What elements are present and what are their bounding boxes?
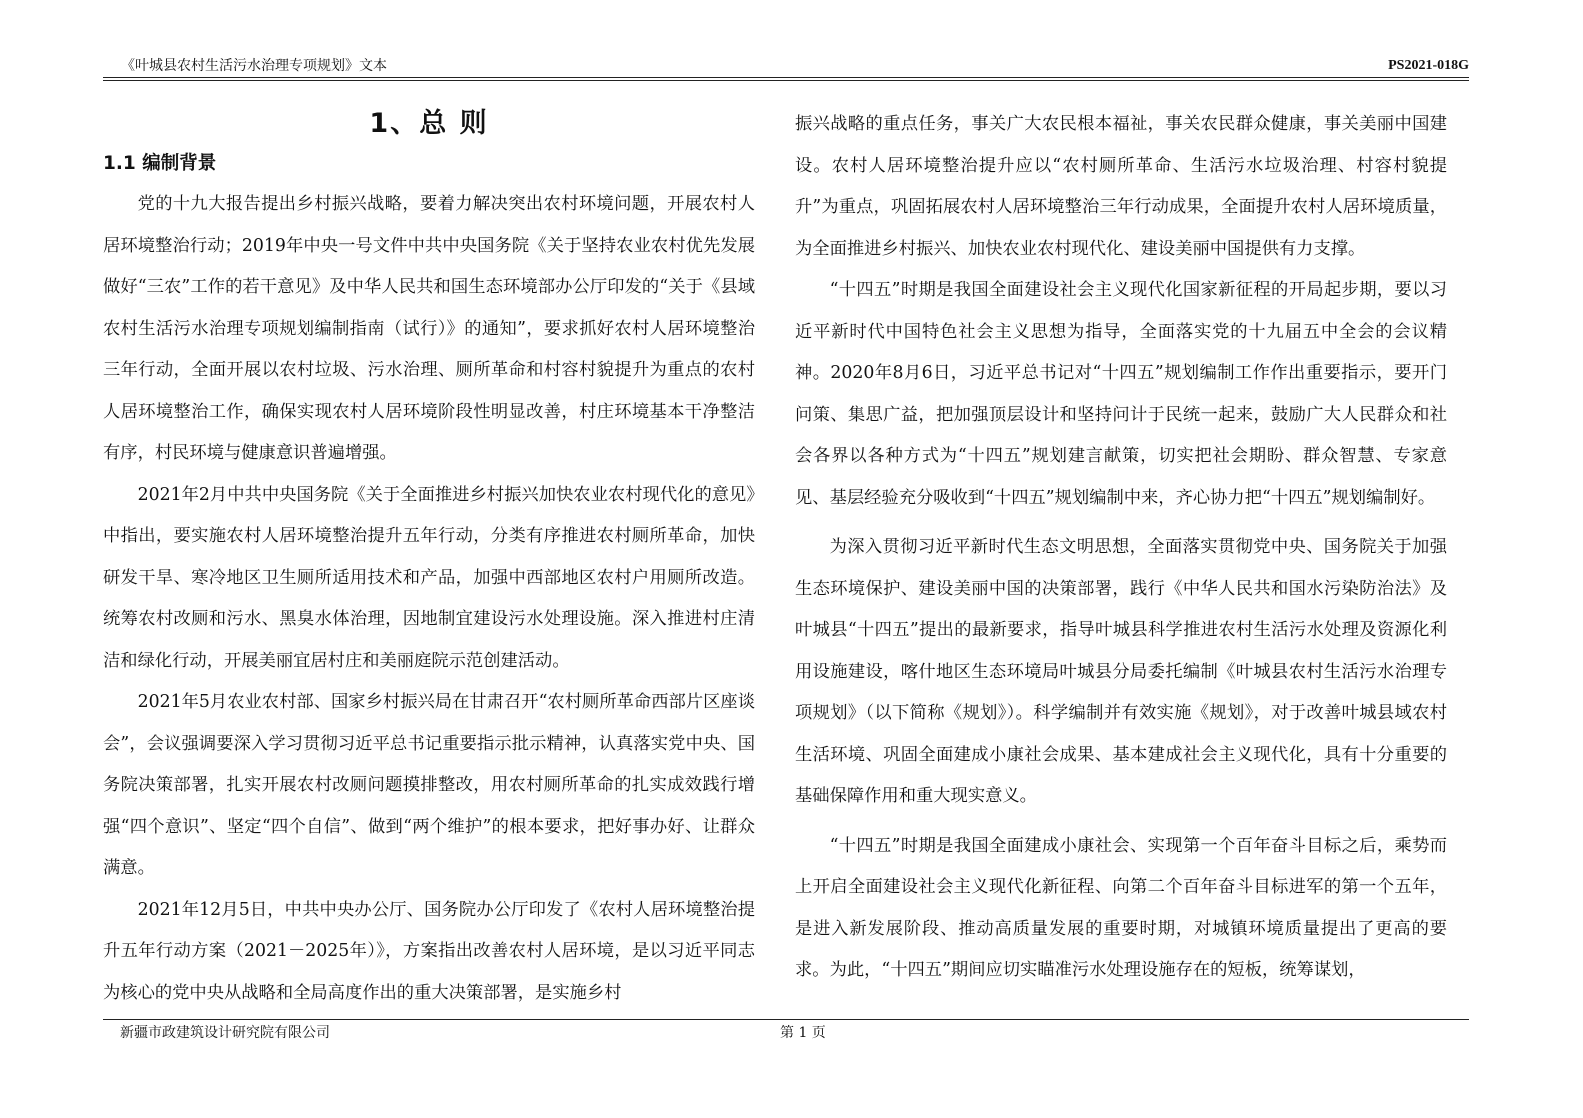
paragraph-continued: 振兴战略的重点任务，事关广大农民根本福祉，事关农民群众健康，事关美丽中国建设。农村人居环境整治提升应以“农村厕所革命、生活污水垃圾治理、村容村貌提升”为重点，巩固拓展农村人居环境整治三年行动成果，全面提升农村人居环境质量，为全面推进乡村振兴、加快农业农村现代化、建设美丽中国提供有力支撑。: [795, 114, 1447, 259]
page-number: 第 1 页: [780, 1025, 826, 1041]
header-rule-thin: [103, 80, 1469, 81]
left-column: [103, 104, 755, 1014]
paragraph: “十四五”时期是我国全面建设社会主义现代化国家新征程的开局起步期，要以习近平新时代中国特色社会主义思想为指导，全面落实党的十九届五中全会的会议精神。2020年8月6日，习近平总书记对“十四五”规划编制工作作出重要指示，要开门问策、集思广益，把加强顶层设计和坚持问计于民统一起来，鼓励广大人民群众和社会各界以各种方式为“十四五”规划建言献策，切实把社会期盼、群众智慧、专家意见、基层经验充分吸收到“十四五”规划编制中来，齐心协力把“十四五”规划编制好。: [795, 280, 1447, 508]
document-title: 《叶城县农村生活污水治理专项规划》文本: [121, 58, 387, 74]
right-column: [795, 104, 1447, 992]
paragraph: 2021年12月5日，中共中央办公厅、国务院办公厅印发了《农村人居环境整治提升五年行动方案（2021－2025年）》，方案指出改善农村人居环境，是以习近平同志为核心的党中央从战略和全局高度作出的重大决策部署，是实施乡村: [103, 899, 755, 1003]
header-rule: [103, 77, 1469, 78]
paragraph: 2021年5月农业农村部、国家乡村振兴局在甘肃召开“农村厕所革命西部片区座谈会”，会议强调要深入学习贯彻习近平总书记重要指示批示精神，认真落实党中央、国务院决策部署，扎实开展农村改厕问题摸排整改，用农村厕所革命的扎实成效践行增强“四个意识”、坚定“四个自信”、做到“两个维护”的根本要求，把好事办好、让群众满意。: [103, 692, 755, 878]
page-header: [103, 56, 1469, 76]
paragraph-gap: [795, 519, 1447, 527]
paragraph-gap: [795, 818, 1447, 826]
paragraph: 2021年2月中共中央国务院《关于全面推进乡村振兴加快农业农村现代化的意见》中指出，要实施农村人居环境整治提升五年行动，分类有序推进农村厕所革命，加快研发干旱、寒冷地区卫生厕所适用技术和产品，加强中西部地区农村户用厕所改造。统筹农村改厕和污水、黑臭水体治理，因地制宜建设污水处理设施。深入推进村庄清洁和绿化行动，开展美丽宜居村庄和美丽庭院示范创建活动。: [103, 484, 755, 671]
footer-rule: [103, 1019, 1469, 1020]
paragraph: “十四五”时期是我国全面建成小康社会、实现第一个百年奋斗目标之后，乘势而上开启全面建设社会主义现代化新征程、向第二个百年奋斗目标进军的第一个五年，是进入新发展阶段、推动高质量发展的重要时期，对城镇环境质量提出了更高的要求。为此，“十四五”期间应切实瞄准污水处理设施存在的短板，统筹谋划，: [795, 835, 1447, 980]
document-code: PS2021-018G: [1388, 58, 1469, 73]
organization-name: 新疆市政建筑设计研究院有限公司: [120, 1025, 330, 1041]
paragraph: 为深入贯彻习近平新时代生态文明思想，全面落实贯彻党中央、国务院关于加强生态环境保护、建设美丽中国的决策部署，践行《中华人民共和国水污染防治法》及叶城县“十四五”提出的最新要求，指导叶城县科学推进农村生活污水处理及资源化利用设施建设，喀什地区生态环境局叶城县分局委托编制《叶城县农村生活污水治理专项规划》（以下简称《规划》）。科学编制并有效实施《规划》，对于改善叶城县域农村生活环境、巩固全面建成小康社会成果、基本建成社会主义现代化，具有十分重要的基础保障作用和重大现实意义。: [795, 537, 1447, 806]
subsection-title: 1.1 编制背景: [103, 153, 217, 174]
section-title: 1、总 则: [369, 108, 489, 139]
page-footer: [120, 1023, 1469, 1043]
paragraph: 党的十九大报告提出乡村振兴战略，要着力解决突出农村环境问题，开展农村人居环境整治行动；2019年中央一号文件中共中央国务院《关于坚持农业农村优先发展做好“三农”工作的若干意见》及中华人民共和国生态环境部办公厅印发的“关于《县域农村生活污水治理专项规划编制指南（试行）》的通知”，要求抓好农村人居环境整治三年行动，全面开展以农村垃圾、污水治理、厕所革命和村容村貌提升为重点的农村人居环境整治工作，确保实现农村人居环境阶段性明显改善，村庄环境基本干净整洁有序，村民环境与健康意识普遍增强。: [103, 194, 755, 463]
